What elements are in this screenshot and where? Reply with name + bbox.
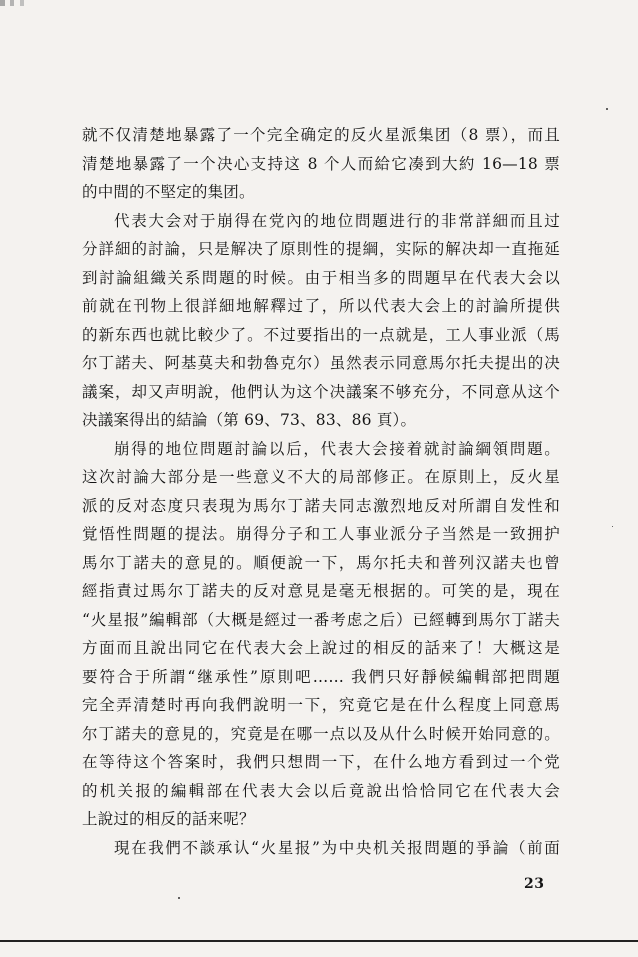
body-text: [82, 121, 560, 862]
scan-speck: [178, 897, 180, 899]
paragraph-start-line: 崩得的地位問題討論以后，代表大会接着就討論綱領問題。: [114, 439, 560, 458]
text-line: 尔丁諾夫的意見的，究竟是在哪一点以及从什么时候开始同意的。: [82, 724, 560, 743]
text-line: 这次討論大部分是一些意义不大的局部修正。在原則上，反火星: [82, 468, 560, 486]
text-line: 上說过的相反的話来呢？: [82, 810, 255, 828]
text-line: 覚悟性問題的提法。崩得分子和工人事业派分子当然是一致拥护: [82, 525, 560, 543]
text-line: 到討論組織关系問題的时候。由于相当多的問題早在代表大会以: [82, 268, 560, 287]
scan-speck: [606, 108, 608, 110]
text-line: 的中間的不堅定的集团。: [82, 183, 255, 201]
bottom-rule-line: [0, 940, 638, 942]
text-line: “火星报”編輯部（大概是經过一番考虑之后）已經轉到馬尔丁諾夫: [82, 610, 560, 629]
text-line: 的新东西也就比較少了。不过要指出的一点就是，工人事业派（馬: [82, 325, 560, 344]
text-line: 經指責过馬尔丁諾夫的反对意見是毫无根据的。可笑的是，現在: [82, 582, 560, 600]
paragraph-start-line: 代表大会对于崩得在党內的地位問題进行的非常詳細而且过: [114, 211, 560, 230]
text-line: 决議案得出的結論（第 69、73、83、86 頁）。: [82, 411, 417, 429]
scan-speck: [612, 526, 613, 527]
text-line: 前就在刊物上很詳細地解釋过了，所以代表大会上的討論所提供: [82, 297, 560, 315]
paragraph-start-line: 現在我們不談承认“火星报”为中央机关报問題的爭論（前面: [114, 838, 560, 857]
text-line: 清楚地暴露了一个决心支持这 8 个人而給它凑到大約 16—18 票: [82, 154, 560, 173]
text-line: 尔丁諾夫、阿基莫夫和勃魯克尔）虽然表示同意馬尔托夫提出的决: [82, 354, 560, 372]
text-line: 就不仅清楚地暴露了一个完全确定的反火星派集团（8 票），而且: [82, 126, 560, 144]
text-line: 議案，却又声明說，他們认为这个决議案不够充分，不同意从这个: [82, 382, 560, 401]
scan-corner-mark: [0, 0, 38, 6]
text-line: 在等待这个答案时，我們只想問一下，在什么地方看到过一个党: [82, 753, 560, 771]
text-line: 完全弄清楚时再向我們說明一下，究竟它是在什么程度上同意馬: [82, 696, 560, 714]
text-line: 的机关报的編輯部在代表大会以后竟說出恰恰同它在代表大会: [82, 781, 560, 800]
text-line: 要符合于所謂“继承性”原則吧…… 我們只好靜候編輯部把問題: [82, 667, 560, 686]
text-line: 派的反对态度只表現为馬尔丁諾夫同志激烈地反对所謂自发性和: [82, 496, 560, 515]
text-line: 方面而且說出同它在代表大会上說过的相反的話来了！大概这是: [82, 639, 560, 657]
text-line: 馬尔丁諾夫的意見的。順便說一下，馬尔托夫和普列汉諾夫也曾: [82, 553, 560, 572]
text-line: 分詳細的討論，只是解决了原則性的提綱，实际的解决却一直拖延: [82, 240, 560, 258]
page-number: 23: [524, 876, 545, 892]
